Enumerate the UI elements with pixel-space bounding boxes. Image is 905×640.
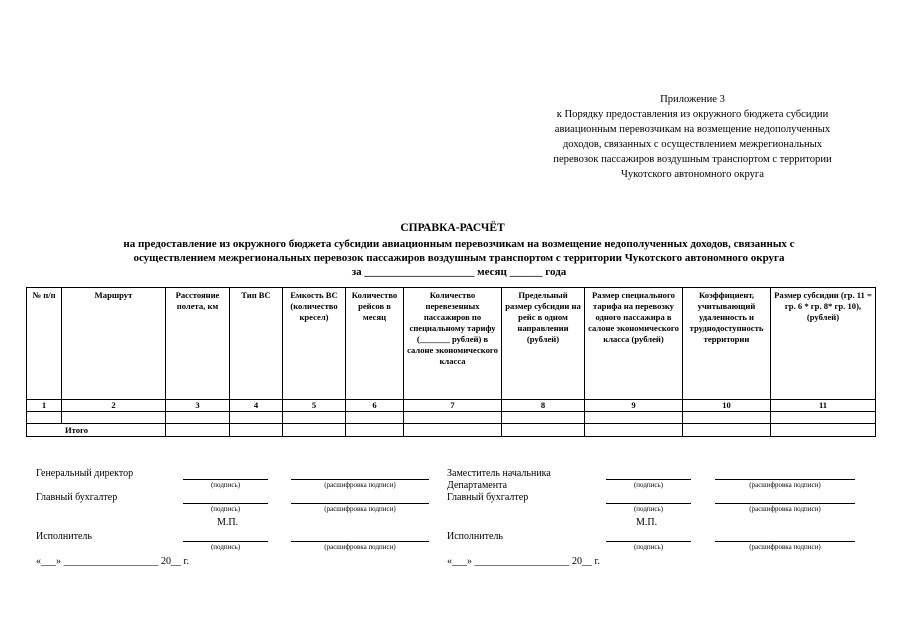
column-header: № п/п: [27, 288, 62, 400]
subtitle-line: на предоставление из окружного бюджета субсидии авиационным перевозчикам на возмещение недополученных доходов, связанных с: [123, 238, 795, 250]
decoding-line: [715, 541, 855, 542]
decoding-caption: (расшифровка подписи): [324, 543, 396, 551]
column-header: Количество перевезенных пассажиров по специальному тарифу (_______ рублей) в салоне экономического класса: [404, 288, 502, 400]
subtitle-line: осуществлением межрегиональных перевозок пассажиров воздушным транспортом с территории Чукотского автономного округа: [133, 252, 785, 264]
director-label: Генеральный директор: [36, 468, 134, 479]
appendix-line: Приложение 3: [660, 94, 725, 105]
column-number: 5: [283, 400, 346, 412]
signature-caption: (подпись): [633, 543, 664, 551]
column-number: 6: [346, 400, 404, 412]
column-header: Тип ВС: [230, 288, 283, 400]
decoding-caption: (расшифровка подписи): [324, 481, 396, 489]
signature-caption: (подпись): [210, 543, 241, 551]
signature-caption: (подпись): [210, 481, 241, 489]
signature-caption: (подпись): [210, 505, 241, 513]
stamp-label: М.П.: [217, 517, 239, 528]
column-number: 10: [683, 400, 771, 412]
appendix-line: Чукотского автономного округа: [621, 169, 764, 180]
column-number: 4: [230, 400, 283, 412]
column-number: 8: [502, 400, 585, 412]
decoding-caption: (расшифровка подписи): [749, 505, 821, 513]
column-header: Количество рейсов в месяц: [346, 288, 404, 400]
department-label: Департамента: [447, 480, 508, 491]
date-line: «___» ___________________ 20__ г.: [447, 556, 600, 567]
stamp-label: М.П.: [636, 517, 658, 528]
executor-label: Исполнитель: [36, 531, 92, 542]
column-header: Размер специального тарифа на перевозку одного пассажира в салоне экономического класса (рублей): [585, 288, 683, 400]
decoding-caption: (расшифровка подписи): [749, 543, 821, 551]
signature-caption: (подпись): [633, 481, 664, 489]
appendix-line: доходов, связанных с осуществлением межрегиональных: [562, 139, 823, 150]
column-header: Коэффициент, учитывающий удаленность и труднодоступность территории: [683, 288, 771, 400]
column-header: Маршрут: [62, 288, 166, 400]
decoding-caption: (расшифровка подписи): [749, 481, 821, 489]
signature-line: [606, 479, 691, 480]
signature-line: [606, 541, 691, 542]
column-number: 3: [166, 400, 230, 412]
date-line: «___» ___________________ 20__ г.: [36, 556, 189, 567]
column-number: 1: [27, 400, 62, 412]
column-header: Емкость ВС (количество кресел): [283, 288, 346, 400]
column-number: 2: [62, 400, 166, 412]
column-number: 11: [771, 400, 876, 412]
appendix-line: к Порядку предоставления из окружного бюджета субсидии: [556, 109, 829, 120]
column-number: 7: [404, 400, 502, 412]
column-header: Предельный размер субсидии на рейс в одном направлении (рублей): [502, 288, 585, 400]
subtitle-period: за ____________________ месяц ______ года: [351, 266, 567, 278]
appendix-line: перевозок пассажиров воздушным транспортом с территории: [553, 154, 832, 165]
total-label: Итого: [27, 424, 166, 437]
column-header: Расстояние полета, км: [166, 288, 230, 400]
accountant-label: Главный бухгалтер: [447, 492, 529, 503]
appendix-line: авиационным перевозчикам на возмещение недополученных: [554, 124, 831, 135]
decoding-caption: (расшифровка подписи): [324, 505, 396, 513]
decoding-line: [715, 479, 855, 480]
signature-line: [606, 503, 691, 504]
executor-label: Исполнитель: [447, 531, 503, 542]
document-title: СПРАВКА-РАСЧЁТ: [400, 222, 505, 234]
column-header: Размер субсидии (гр. 11 = гр. 6 * гр. 8* гр. 10), (рублей): [771, 288, 876, 400]
column-number: 9: [585, 400, 683, 412]
signature-caption: (подпись): [633, 505, 664, 513]
accountant-label: Главный бухгалтер: [36, 492, 118, 503]
deputy-label: Заместитель начальника: [447, 468, 551, 479]
decoding-line: [715, 503, 855, 504]
